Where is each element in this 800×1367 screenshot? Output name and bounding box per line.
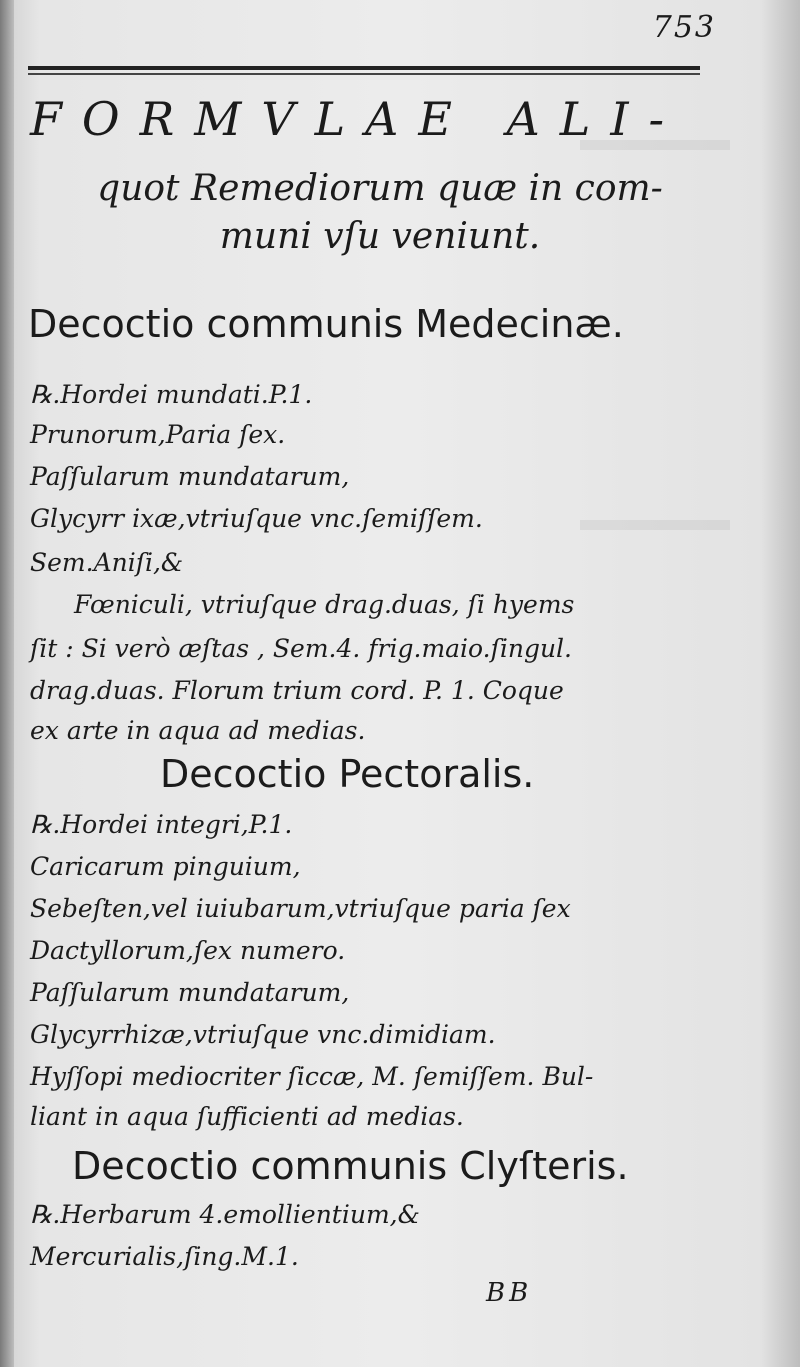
text-line: Dactyllorum,ſex numero. <box>30 936 346 965</box>
section-heading: Decoctio Pectoralis. <box>160 752 535 796</box>
page-number: 753 <box>652 10 716 45</box>
section-heading: Decoctio communis Medecinæ. <box>28 302 624 346</box>
text-line: Glycyrrhizæ,vtriuſque vnc.dimidiam. <box>30 1020 496 1049</box>
subtitle-line: quot Remediorum quæ in com- <box>97 168 663 209</box>
text-line: ℞.Hordei mundati.P.1. <box>30 380 313 409</box>
section-heading: Decoctio communis Clyſteris. <box>72 1144 629 1188</box>
text-line: ℞.Herbarum 4.emollientium,& <box>30 1200 420 1229</box>
subtitle-line: muni vſu veniunt. <box>219 216 541 257</box>
text-line: Sebeſten,vel iuiubarum,vtriuſque paria ſex <box>30 894 571 923</box>
text-line: Paſſularum mundatarum, <box>30 978 350 1007</box>
header-rule-thin <box>28 73 700 75</box>
text-line: ex arte in aqua ad medias. <box>30 716 366 745</box>
bleed-through <box>580 520 730 530</box>
page-gutter <box>0 0 14 1367</box>
text-line: Mercurialis,ſing.M.1. <box>30 1242 299 1271</box>
text-line: Paſſularum mundatarum, <box>30 462 350 491</box>
text-line: liant in aqua ſufficienti ad medias. <box>30 1102 464 1131</box>
text-line: Caricarum pinguium, <box>30 852 301 881</box>
text-line: Hyſſopi mediocriter ſiccæ, M. ſemiſſem. Bul- <box>30 1062 594 1091</box>
text-line: Glycyrr ixæ,vtriuſque vnc.ſemiſſem. <box>30 504 483 533</box>
page-title: FORMVLAE ALI- <box>30 92 685 146</box>
text-line: ℞.Hordei integri,P.1. <box>30 810 293 839</box>
signature-mark: BB <box>486 1278 533 1308</box>
header-rule <box>28 66 700 70</box>
text-line: Sem.Aniſi,& <box>30 548 184 577</box>
text-line: ſit : Si verò æſtas , Sem.4. frig.maio.ſingul. <box>30 634 573 663</box>
text-line: Fœniculi, vtriuſque drag.duas, ſi hyems <box>74 590 575 619</box>
text-line: drag.duas. Florum trium cord. P. 1. Coque <box>30 676 564 705</box>
text-line: Prunorum,Paria ſex. <box>30 420 286 449</box>
